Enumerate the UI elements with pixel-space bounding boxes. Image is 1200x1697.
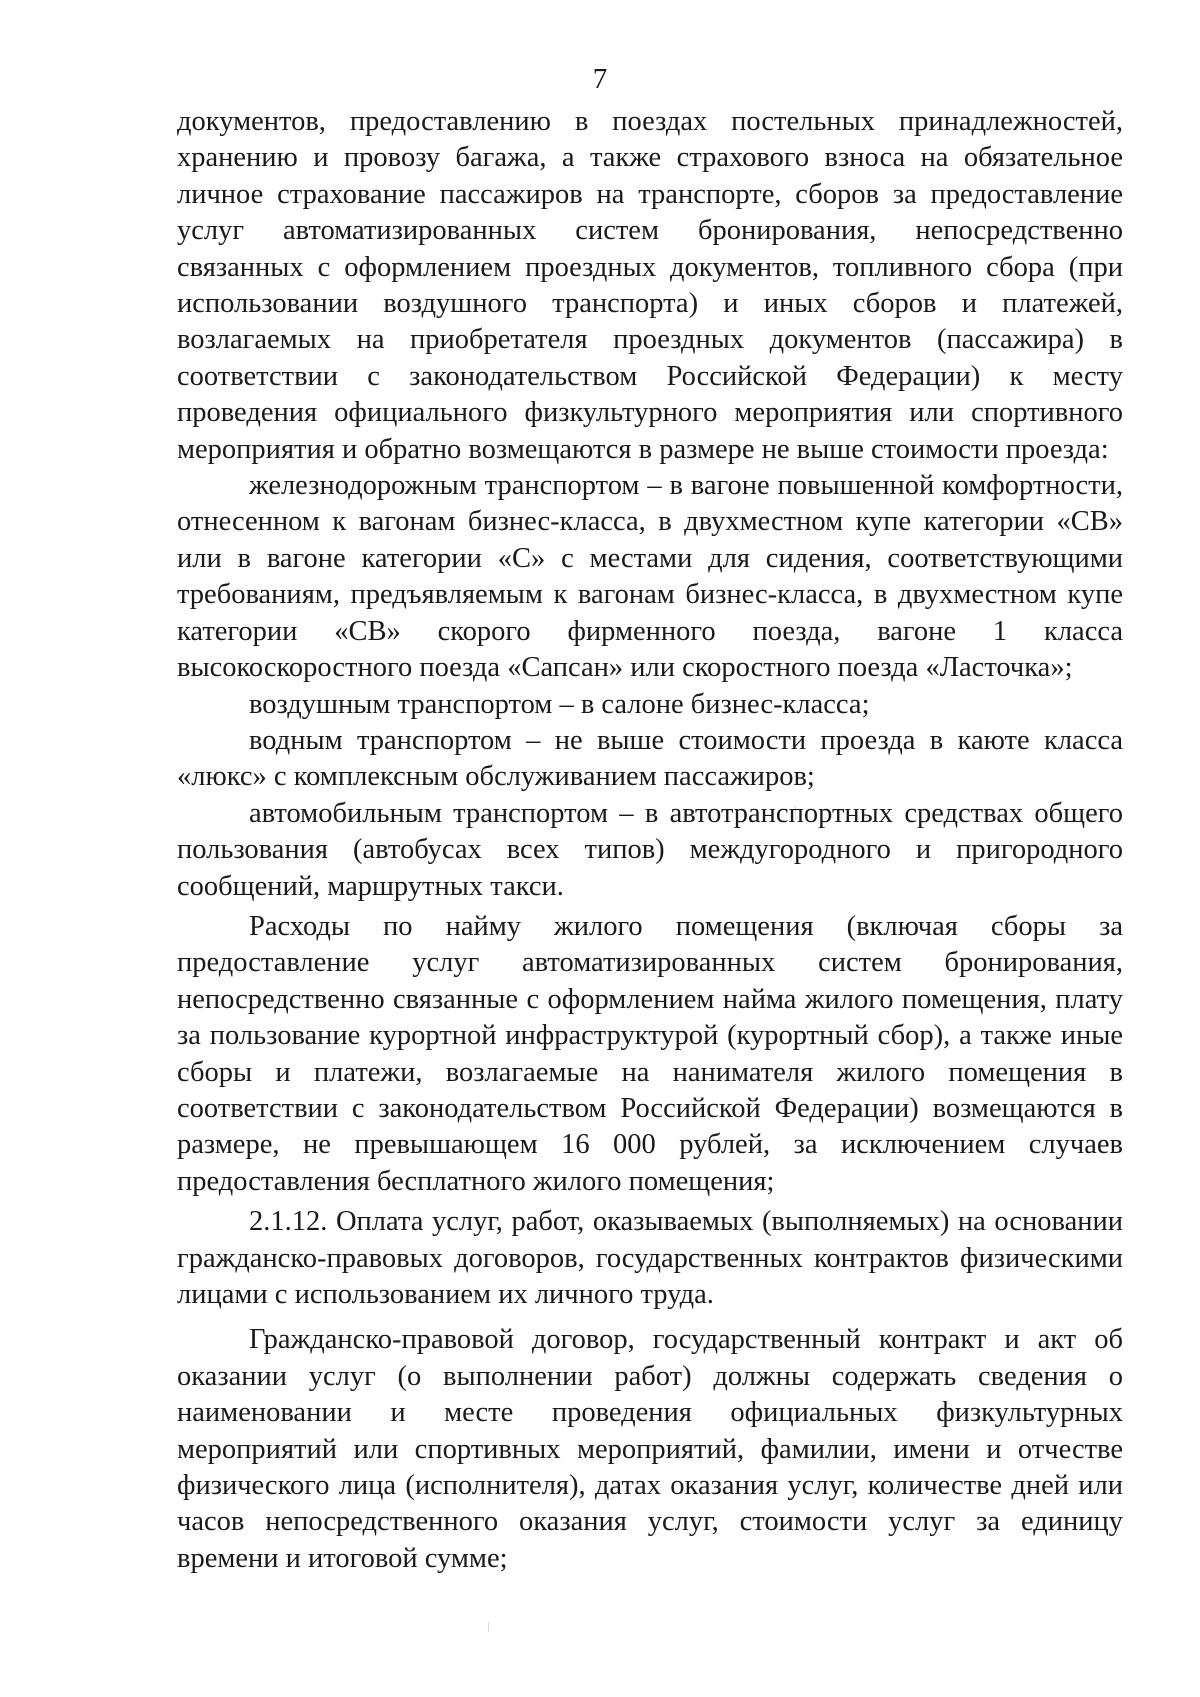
paragraph-section-2-1-12: 2.1.12. Оплата услуг, работ, оказываемых (выполняемых) на основании гражданско-правовых договоров, государственных контрактов физическими лицами с использованием их личного труда. [177,1206,1123,1310]
paragraph-accommodation-expenses: Расходы по найму жилого помещения (включая сборы за предоставление услуг автоматизированных систем бронирования, непосредственно связанные с оформлением найма жилого помещения, плату за пользование курортной инфраструктурой (курортный сбор), а также иные сборы и платежи, возлагаемые на нанимателя жилого помещения в соответствии с законодательством Российской Федерации) возмещаются в размере, не превышающем 16 000 рублей, за исключением случаев предоставления бесплатного жилого помещения; [177,910,1123,1197]
paragraph-railway-transport: железнодорожным транспортом – в вагоне повышенной комфортности, отнесенном к вагонам бизнес-класса, в двухместном купе категории «СВ» или в вагоне категории «С» с местами для сидения, соответствующими требованиям, предъявляемым к вагонам бизнес-класса, в двухместном купе категории «СВ» скорого фирменного поезда, вагоне 1 класса высокоскоростного поезда «Сапсан» или скоростного поезда «Ласточка»; [177,470,1123,684]
paragraph-air-transport: воздушным транспортом – в салоне бизнес-класса; [249,688,870,720]
paragraph-continuation: документов, предоставлению в поездах постельных принадлежностей, хранению и провозу багажа, а также страхового взноса на обязательное личное страхование пассажиров на транспорте, сборов за предоставление услуг автоматизированных систем бронирования, непосредственно связанных с оформлением проездных документов, топливного сбора (при использовании воздушного транспорта) и иных сборов и платежей, возлагаемых на приобретателя проездных документов (пассажира) в соответствии с законодательством Российской Федерации) к месту проведения официального физкультурного мероприятия или спортивного мероприятия и обратно возмещаются в размере не выше стоимости проезда: [177,106,1123,465]
paragraph-road-transport: автомобильным транспортом – в автотранспортных средствах общего пользования (автобусах всех типов) междугородного и пригородного сообщений, маршрутных такси. [177,797,1123,902]
scan-artifact-line [488,1622,489,1632]
paragraph-civil-contract: Гражданско-правовой договор, государственный контракт и акт об оказании услуг (о выполнении работ) должны содержать сведения о наименовании и месте проведения официальных физкультурных мероприятий или спортивных мероприятий, фамилии, имени и отчестве физического лица (исполнителя), датах оказания услуг, количестве дней или часов непосредственного оказания услуг, стоимости услуг за единицу времени и итоговой сумме; [177,1324,1123,1574]
paragraph-water-transport: водным транспортом – не выше стоимости проезда в каюте класса «люкс» с комплексным обслуживанием пассажиров; [177,724,1123,793]
page-number: 7 [592,63,608,95]
document-body [177,104,1123,1577]
